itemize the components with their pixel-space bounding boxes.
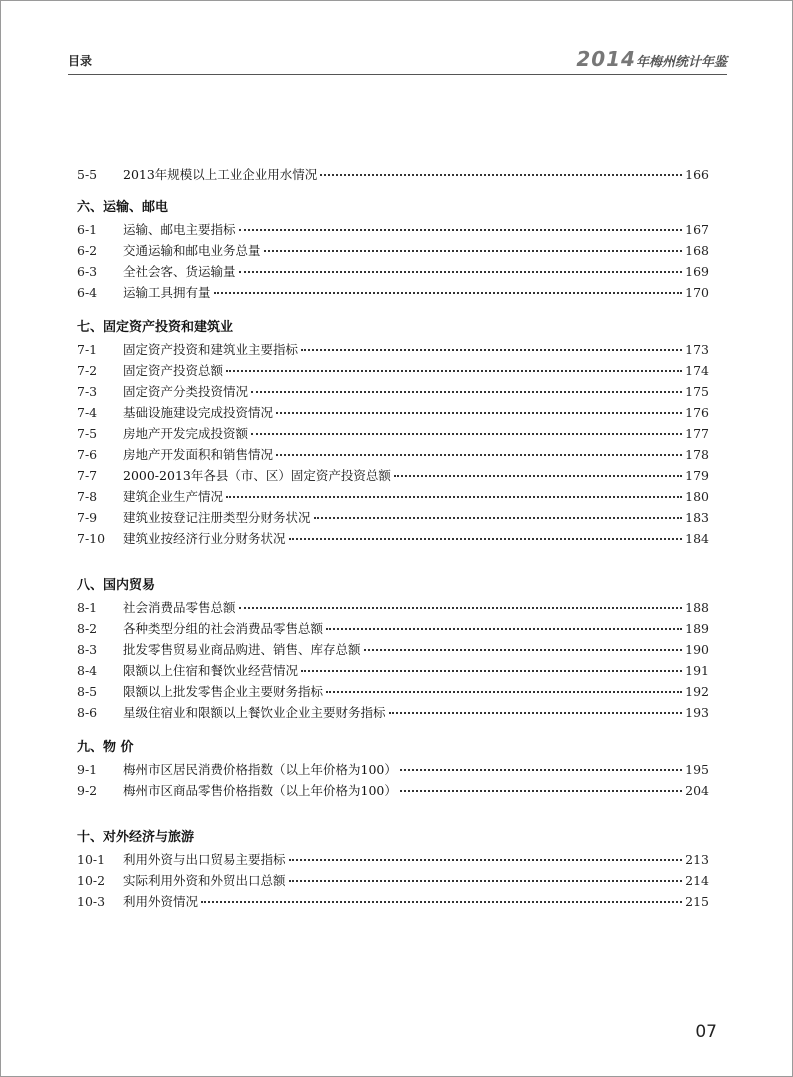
toc-entry-title: 各种类型分组的社会消费品零售总额 <box>123 621 324 636</box>
toc-entry-number: 8-2 <box>77 621 98 636</box>
toc-leader-dots <box>326 679 682 693</box>
header-title-text: 年梅州统计年鉴 <box>635 55 727 70</box>
toc-entry-page: 167 <box>685 222 709 237</box>
toc-entry-title: 利用外资与出口贸易主要指标 <box>123 852 286 867</box>
toc-leader-dots <box>400 757 682 771</box>
toc-leader-dots <box>289 847 683 861</box>
toc-entry-page: 183 <box>685 510 709 525</box>
header-section-label: 目录 <box>68 54 93 68</box>
toc-entry-number: 7-8 <box>77 489 98 504</box>
toc-entry-title: 限额以上批发零售企业主要财务指标 <box>123 684 324 699</box>
toc-entry-title: 基础设施建设完成投资情况 <box>123 405 274 420</box>
toc-entry-page: 193 <box>685 705 709 720</box>
toc-section-title: 八、国内贸易 <box>77 578 156 593</box>
toc-entry-number: 7-6 <box>77 447 98 462</box>
toc-leader-dots <box>239 217 683 231</box>
toc-entry-title: 房地产开发面积和销售情况 <box>123 447 274 462</box>
toc-entry[interactable] <box>77 486 709 507</box>
header-book-title <box>576 47 727 71</box>
toc-leader-dots <box>276 442 682 456</box>
toc-entry-title: 梅州市区商品零售价格指数（以上年价格为100） <box>123 783 397 798</box>
toc-entry-title: 房地产开发完成投资额 <box>123 426 249 441</box>
toc-entry[interactable] <box>77 597 709 618</box>
toc-entry-page: 173 <box>685 342 709 357</box>
toc-entry-title: 建筑企业生产情况 <box>123 489 224 504</box>
toc-entry-number: 6-3 <box>77 264 98 279</box>
toc-entry-page: 166 <box>685 167 709 182</box>
toc-entry-number: 9-2 <box>77 783 98 798</box>
toc-leader-dots <box>289 526 683 540</box>
page-number: 07 <box>695 1022 717 1042</box>
toc-entry-title: 限额以上住宿和餐饮业经营情况 <box>123 663 299 678</box>
toc-entry-page: 195 <box>685 762 709 777</box>
toc-entry-5-5[interactable] <box>77 164 709 185</box>
toc-entry-page: 175 <box>685 384 709 399</box>
toc-entry-page: 169 <box>685 264 709 279</box>
toc-leader-dots <box>201 889 682 903</box>
toc-leader-dots <box>320 162 682 176</box>
toc-leader-dots <box>239 259 683 273</box>
toc-entry[interactable] <box>77 528 709 549</box>
toc-entry-page: 168 <box>685 243 709 258</box>
toc-entry-page: 177 <box>685 426 709 441</box>
toc-entry-page: 215 <box>685 894 709 909</box>
toc-entry-number: 8-6 <box>77 705 98 720</box>
toc-entry-title: 2000-2013年各县（市、区）固定资产投资总额 <box>123 468 391 483</box>
toc-entry[interactable] <box>77 507 709 528</box>
toc-entry-page: 176 <box>685 405 709 420</box>
toc-section-title: 六、运输、邮电 <box>77 200 169 215</box>
toc-entry[interactable] <box>77 891 709 912</box>
toc-leader-dots <box>239 595 683 609</box>
toc-entry[interactable] <box>77 618 709 639</box>
toc-leader-dots <box>394 463 682 477</box>
toc-entry[interactable] <box>77 681 709 702</box>
toc-entry-title: 实际利用外资和外贸出口总额 <box>123 873 286 888</box>
toc-entry-title: 梅州市区居民消费价格指数（以上年价格为100） <box>123 762 397 777</box>
toc-leader-dots <box>400 778 682 792</box>
toc-entry-title: 固定资产分类投资情况 <box>123 384 249 399</box>
toc-entry[interactable] <box>77 702 709 723</box>
toc-entry-title: 星级住宿业和限额以上餐饮业企业主要财务指标 <box>123 705 386 720</box>
toc-entry-title: 交通运输和邮电业务总量 <box>123 243 261 258</box>
toc-entry-number: 7-10 <box>77 531 106 546</box>
toc-entry-page: 170 <box>685 285 709 300</box>
toc-entry[interactable] <box>77 423 709 444</box>
toc-entry-title: 建筑业按登记注册类型分财务状况 <box>123 510 311 525</box>
toc-leader-dots <box>301 658 682 672</box>
toc-entry-number: 6-2 <box>77 243 98 258</box>
toc-entry-title: 固定资产投资总额 <box>123 363 224 378</box>
toc-entry[interactable] <box>77 639 709 660</box>
page-header <box>68 44 727 75</box>
toc-entry-title: 固定资产投资和建筑业主要指标 <box>123 342 299 357</box>
toc-entry-number: 8-1 <box>77 600 98 615</box>
toc-entry[interactable] <box>77 339 709 360</box>
toc-entry-number: 7-1 <box>77 342 98 357</box>
toc-entry-page: 178 <box>685 447 709 462</box>
toc-entry[interactable] <box>77 780 709 801</box>
toc-leader-dots <box>226 358 682 372</box>
toc-leader-dots <box>226 484 682 498</box>
toc-entry-title: 批发零售贸易业商品购进、销售、库存总额 <box>123 642 361 657</box>
toc-section-title: 七、固定资产投资和建筑业 <box>77 320 234 335</box>
toc-leader-dots <box>389 700 683 714</box>
toc-leader-dots <box>276 400 682 414</box>
toc-leader-dots <box>301 337 682 351</box>
toc-entry-page: 190 <box>685 642 709 657</box>
toc-leader-dots <box>289 868 683 882</box>
toc-entry-number: 7-4 <box>77 405 98 420</box>
toc-entry-number: 6-4 <box>77 285 98 300</box>
toc-entry-page: 180 <box>685 489 709 504</box>
toc-entry[interactable] <box>77 444 709 465</box>
toc-entry-title: 运输工具拥有量 <box>123 285 211 300</box>
toc-entry[interactable] <box>77 759 709 780</box>
toc-leader-dots <box>326 616 682 630</box>
toc-entry-title: 运输、邮电主要指标 <box>123 222 236 237</box>
toc-entry-number: 7-3 <box>77 384 98 399</box>
toc-entry[interactable] <box>77 360 709 381</box>
toc-entry-page: 174 <box>685 363 709 378</box>
toc-section-title: 十、对外经济与旅游 <box>77 830 195 845</box>
toc-entry[interactable] <box>77 870 709 891</box>
toc-entry-page: 191 <box>685 663 709 678</box>
toc-entry[interactable] <box>77 660 709 681</box>
toc-leader-dots <box>264 238 683 252</box>
toc-entry-title: 全社会客、货运输量 <box>123 264 236 279</box>
toc-leader-dots <box>214 280 683 294</box>
toc-entry-page: 184 <box>685 531 709 546</box>
toc-entry[interactable] <box>77 240 709 261</box>
toc-entry-number: 9-1 <box>77 762 98 777</box>
toc-entry-number: 8-4 <box>77 663 98 678</box>
toc-entry-page: 213 <box>685 852 709 867</box>
toc-entry-number: 6-1 <box>77 222 98 237</box>
toc-entry-number: 7-5 <box>77 426 98 441</box>
toc-entry-page: 192 <box>685 684 709 699</box>
toc-leader-dots <box>251 421 682 435</box>
toc-entry-number: 10-2 <box>77 873 106 888</box>
toc-entry[interactable] <box>77 465 709 486</box>
header-year: 2014 <box>576 47 636 71</box>
toc-leader-dots <box>364 637 683 651</box>
toc-entry[interactable] <box>77 261 709 282</box>
toc-entry-page: 188 <box>685 600 709 615</box>
table-of-contents <box>77 164 709 912</box>
toc-entry[interactable] <box>77 402 709 423</box>
toc-entry[interactable] <box>77 219 709 240</box>
toc-entry-number: 7-2 <box>77 363 98 378</box>
toc-entry[interactable] <box>77 381 709 402</box>
toc-entry-number: 8-3 <box>77 642 98 657</box>
toc-entry-page: 189 <box>685 621 709 636</box>
toc-entry-title: 建筑业按经济行业分财务状况 <box>123 531 286 546</box>
toc-entry-number: 7-7 <box>77 468 98 483</box>
toc-entry-title: 2013年规模以上工业企业用水情况 <box>123 167 318 182</box>
toc-entry-number: 5-5 <box>77 167 98 182</box>
toc-entry[interactable] <box>77 282 709 303</box>
toc-entry-number: 10-1 <box>77 852 106 867</box>
toc-entry-number: 8-5 <box>77 684 98 699</box>
toc-section-title: 九、物 价 <box>77 740 134 755</box>
toc-leader-dots <box>314 505 683 519</box>
toc-entry-number: 7-9 <box>77 510 98 525</box>
toc-leader-dots <box>251 379 682 393</box>
toc-entry-number: 10-3 <box>77 894 106 909</box>
toc-entry-page: 204 <box>685 783 709 798</box>
toc-entry-page: 214 <box>685 873 709 888</box>
toc-entry[interactable] <box>77 849 709 870</box>
toc-entry-page: 179 <box>685 468 709 483</box>
toc-entry-title: 社会消费品零售总额 <box>123 600 236 615</box>
toc-entry-title: 利用外资情况 <box>123 894 199 909</box>
